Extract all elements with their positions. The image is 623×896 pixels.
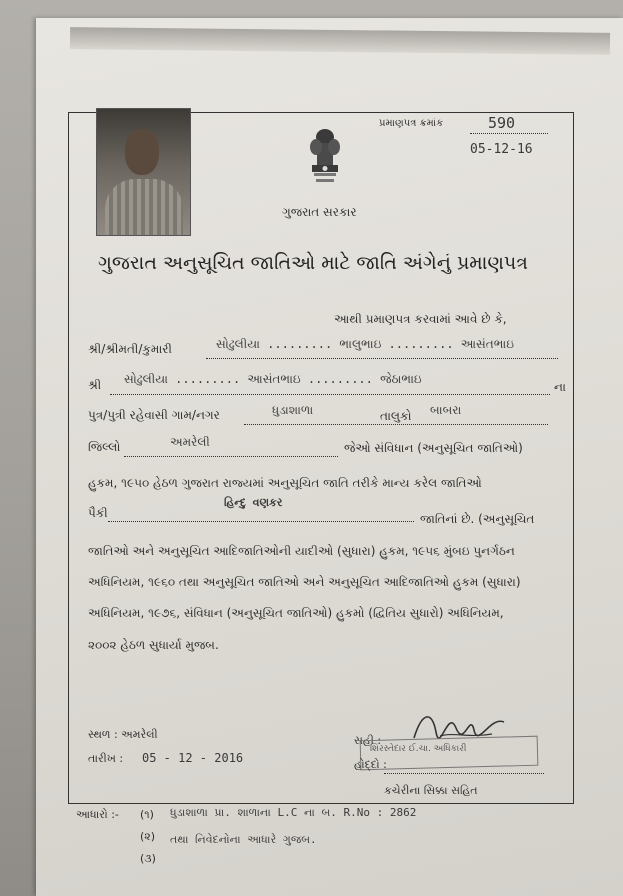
- residence-label: પુત્ર/પુત્રી રહેવાસી ગામ/નગર: [88, 408, 220, 422]
- constitution-text: જેઓ સંવિધાન (અનુસૂચિત જાતિઓ): [344, 441, 523, 455]
- father-label: શ્રી: [88, 378, 102, 392]
- taluka-value: બાબરા: [430, 403, 462, 417]
- name-label: શ્રી/શ્રીમતી/કુમારી: [88, 342, 172, 356]
- body-line-10: ૨૦૦૨ હેઠળ સુધાર્યા મુજબ.: [88, 638, 219, 652]
- place-label: સ્થળ : અમરેલી: [88, 728, 158, 741]
- designation-label: હોદ્દો :: [354, 758, 387, 771]
- state-emblem-icon: [306, 125, 344, 187]
- body-line-7: જાતિઓ અને અનુસૂચિત આદિજાતિઓની યાદીઓ (સુધારા) હુકમ, ૧૯૫૬ મુંબઇ પુનર્ગઠન: [88, 544, 515, 558]
- signature-label: સહી :: [354, 734, 382, 747]
- order-text: હુકમ, ૧૯૫૦ હેઠળ ગુજરાત રાજ્યમાં અનુસૂચિત જાતિ તરીકે માન્ય કરેલ જાતિઓ: [88, 476, 482, 490]
- district-label: જિલ્લો: [88, 440, 121, 454]
- among-label: પૈકી: [88, 506, 108, 520]
- certificate-intro: આથી પ્રમાણપત્ર કરવામાં આવે છે કે,: [334, 312, 507, 326]
- basis-3-number: (૩): [140, 852, 156, 865]
- date-value: 05 - 12 - 2016: [142, 751, 244, 765]
- certificate-no-value: 590: [488, 114, 516, 132]
- basis-1-number: (૧): [140, 808, 154, 821]
- body-line-8: અધિનિયમ, ૧૯૬૦ તથા અનુસૂચિત જાતિઓ અને અનુસૂચિત આદિજાતિઓ હુકમ (સુધારા): [88, 575, 521, 589]
- district-value: અમરેલી: [170, 435, 210, 449]
- father-suffix: ના: [554, 380, 566, 394]
- applicant-photo: [96, 108, 191, 236]
- village-value: ધુડાશાળા: [272, 403, 314, 417]
- basis-2-text: તથા નિવેદનોના આધારે ગુજબ.: [170, 833, 317, 846]
- father-name: સોઢુલીયા ......... આસંતભાઇ ......... જેઠાભાઇ: [124, 372, 422, 386]
- basis-1-text: ધુડાશાળા પ્રા. શાળાના L.C ના બ. R.No : 2862: [170, 806, 417, 819]
- stamp-text: શિરસ્તેદાર ઈ.ચા. અધિકારી: [370, 744, 467, 754]
- basis-2-number: (૨): [140, 830, 156, 843]
- applicant-name: સોઢુલીયા ......... ભાલુભાઇ ......... આસંતભાઇ: [216, 337, 514, 351]
- certificate-title: ગુજરાત અનુસૂચિત જાતિઓ માટે જાતિ અંગેનું પ્રમાણપત્ર: [98, 252, 528, 274]
- seal-note: કચેરીના સિક્કા સહિત: [384, 784, 478, 797]
- taluka-label: તાલુકો: [380, 409, 412, 423]
- date-label: તારીખ :: [88, 752, 124, 765]
- certificate-issue-date: 05-12-16: [470, 142, 533, 157]
- certificate-no-label: પ્રમાણપત્ર ક્રમાંક: [379, 118, 444, 129]
- caste-value: હિન્દુ વણકર: [224, 496, 283, 509]
- issuer-name: ગુજરાત સરકાર: [282, 205, 357, 219]
- caste-suffix-text: જાતિનાં છે. (અનુસૂચિત: [420, 512, 535, 526]
- basis-label: આધારો :-: [76, 808, 119, 821]
- body-line-9: અધિનિયમ, ૧૯૭૬, સંવિધાન (અનુસૂચિત જાતિઓ) હુકમો (દ્વિતિય સુધારો) અધિનિયમ,: [88, 606, 504, 620]
